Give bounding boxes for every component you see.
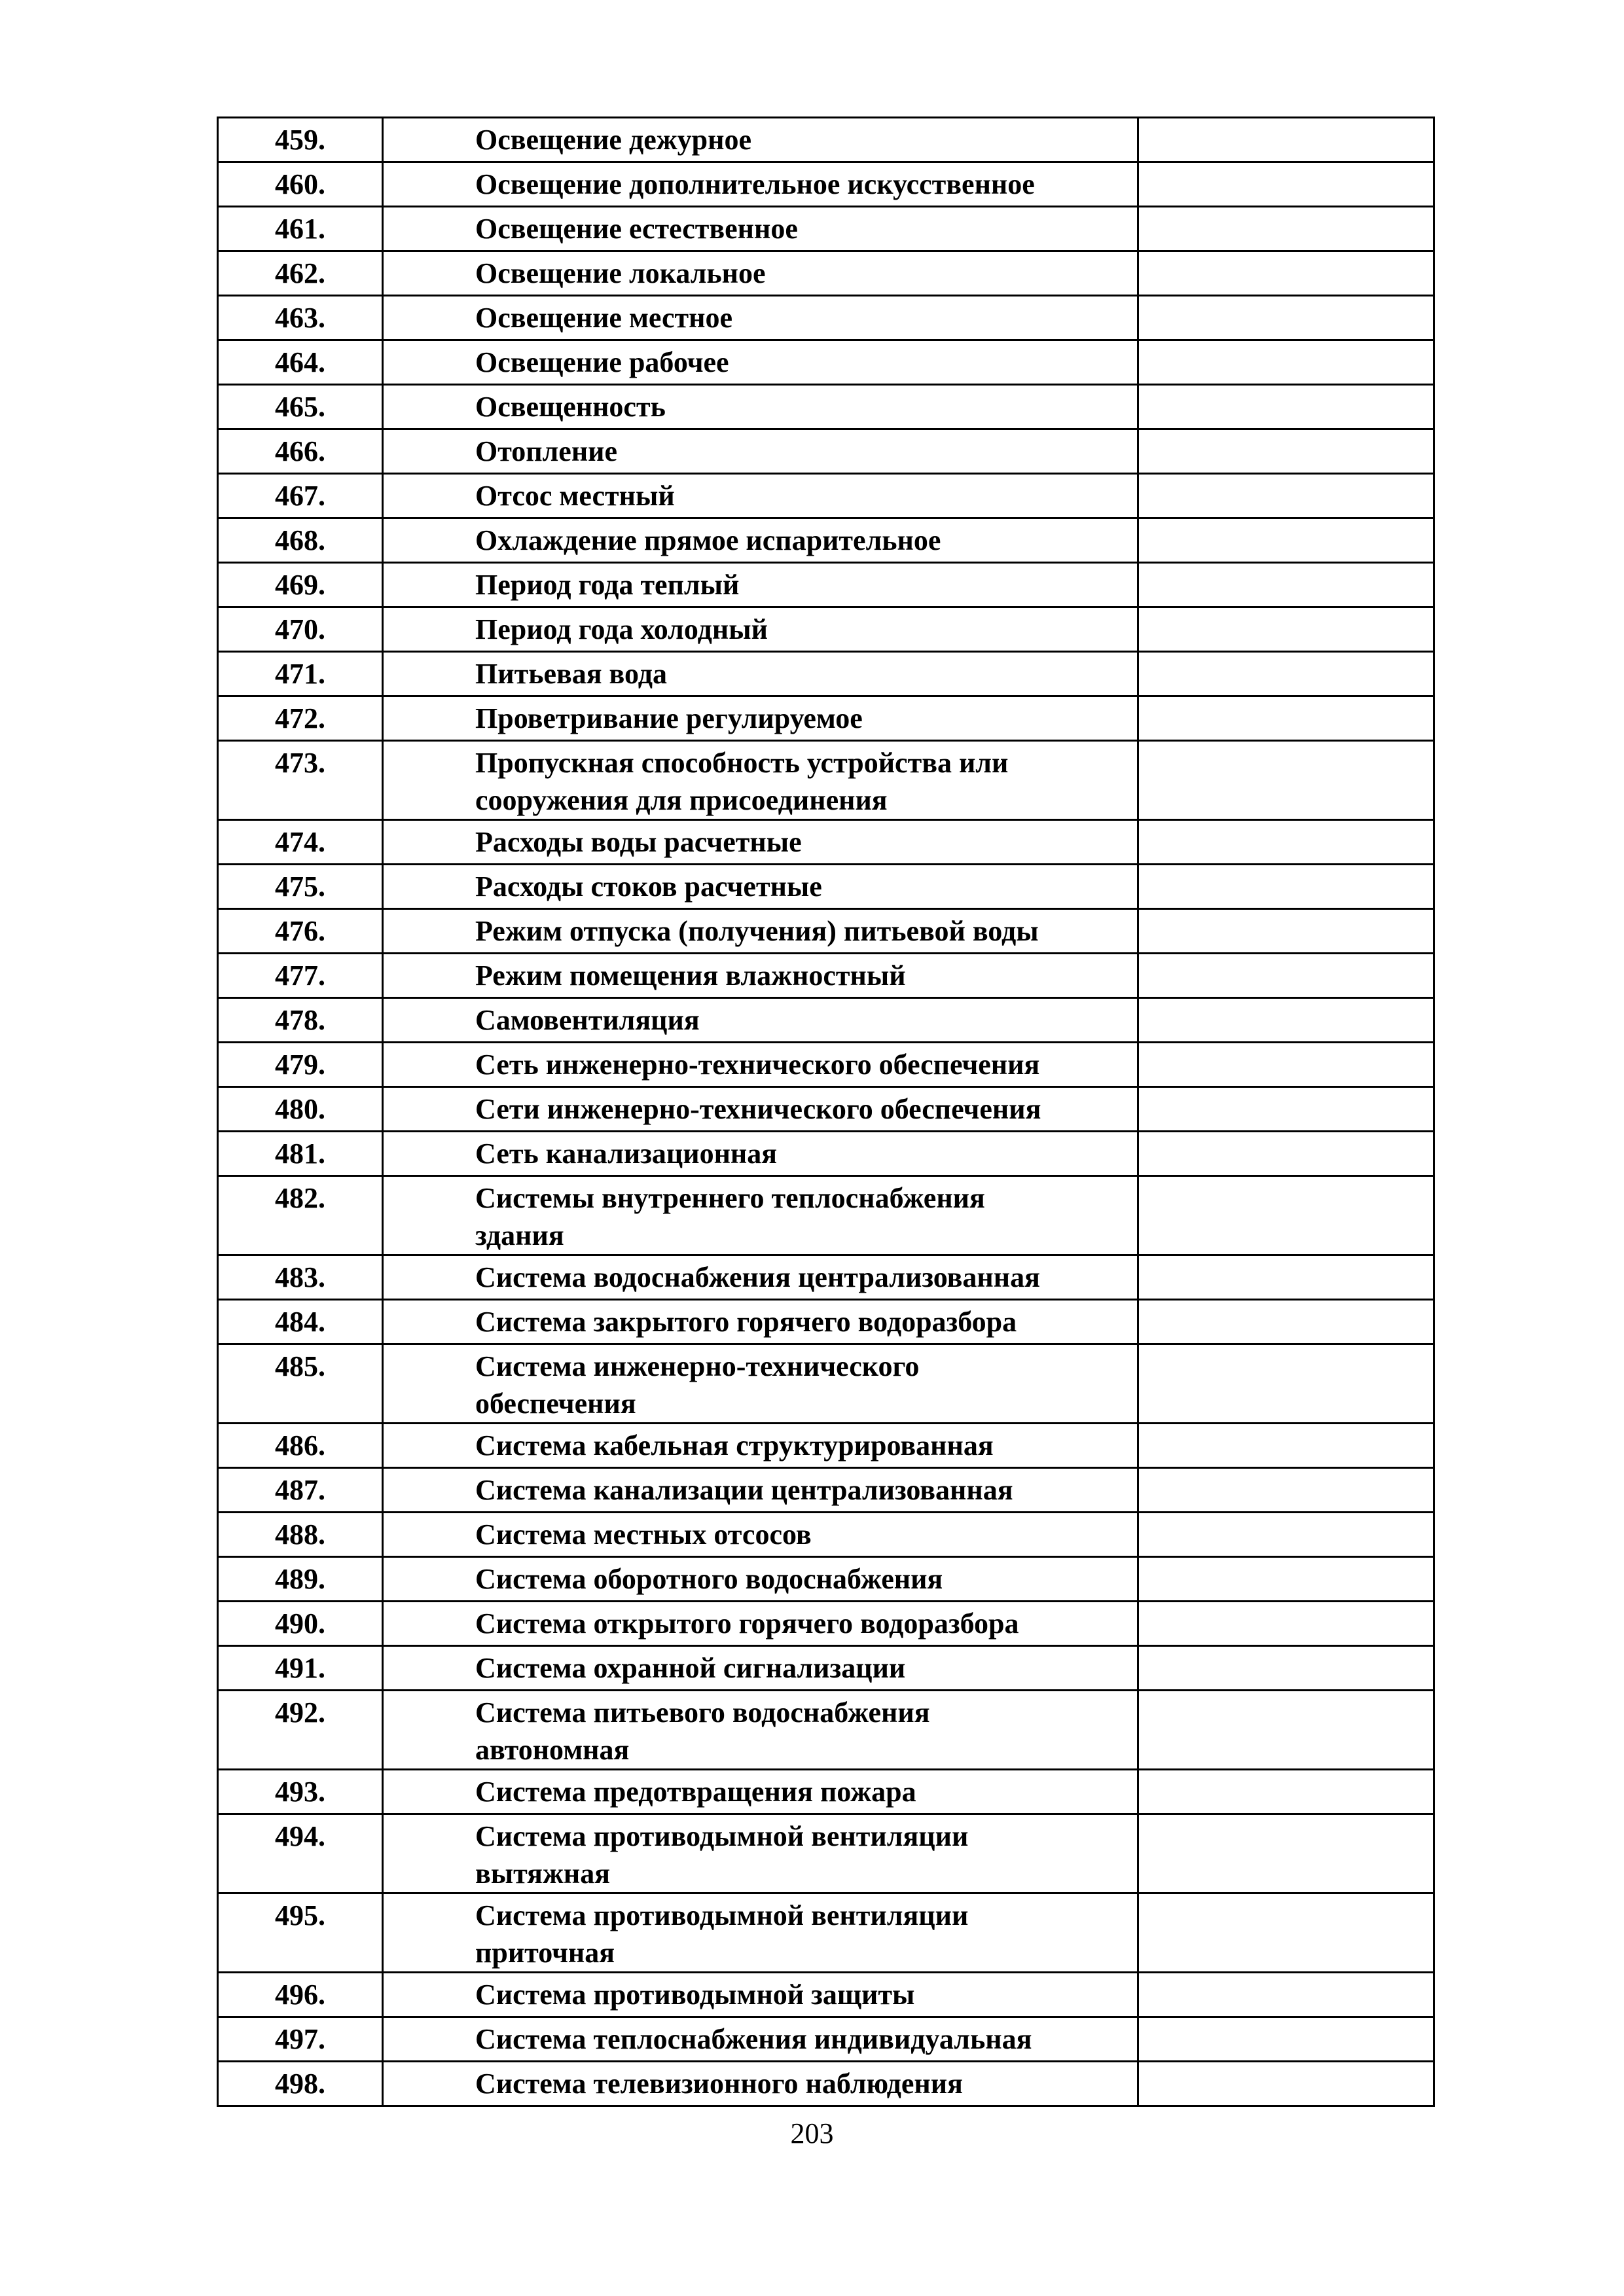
empty-cell xyxy=(1138,385,1434,429)
empty-cell xyxy=(1138,865,1434,909)
row-number: 469. xyxy=(218,563,383,607)
empty-cell xyxy=(1138,2062,1434,2106)
term-cell: Освещение дежурное xyxy=(383,118,1138,162)
empty-cell xyxy=(1138,162,1434,207)
row-number: 470. xyxy=(218,607,383,652)
table-row xyxy=(218,1176,1434,1255)
row-number: 459. xyxy=(218,118,383,162)
term-cell: Освещенность xyxy=(383,385,1138,429)
terms-table-body xyxy=(218,118,1434,2106)
table-row xyxy=(218,518,1434,563)
term-cell: Период года холодный xyxy=(383,607,1138,652)
page-number: 203 xyxy=(790,2117,834,2149)
table-row xyxy=(218,385,1434,429)
table-row xyxy=(218,607,1434,652)
term-cell: Самовентиляция xyxy=(383,998,1138,1043)
empty-cell xyxy=(1138,1043,1434,1087)
row-number: 492. xyxy=(218,1691,383,1770)
term-cell: Режим отпуска (получения) питьевой воды xyxy=(383,909,1138,954)
empty-cell xyxy=(1138,1973,1434,2017)
term-cell: Система противодымной вентиляции приточная xyxy=(383,1893,1138,1973)
term-cell: Система водоснабжения централизованная xyxy=(383,1255,1138,1300)
table-row xyxy=(218,340,1434,385)
empty-cell xyxy=(1138,1344,1434,1424)
term-cell: Сети инженерно-технического обеспечения xyxy=(383,1087,1138,1132)
table-row xyxy=(218,696,1434,741)
term-cell: Система инженерно-технического обеспечения xyxy=(383,1344,1138,1424)
row-number: 487. xyxy=(218,1468,383,1513)
row-number: 489. xyxy=(218,1557,383,1602)
row-number: 485. xyxy=(218,1344,383,1424)
term-cell: Система охранной сигнализации xyxy=(383,1646,1138,1691)
row-number: 479. xyxy=(218,1043,383,1087)
table-row xyxy=(218,1602,1434,1646)
row-number: 483. xyxy=(218,1255,383,1300)
empty-cell xyxy=(1138,1255,1434,1300)
term-cell: Пропускная способность устройства или сооружения для присоединения xyxy=(383,741,1138,820)
table-row xyxy=(218,296,1434,340)
empty-cell xyxy=(1138,1814,1434,1893)
row-number: 494. xyxy=(218,1814,383,1893)
term-cell: Система питьевого водоснабжения автономная xyxy=(383,1691,1138,1770)
term-cell: Освещение естественное xyxy=(383,207,1138,251)
table-row xyxy=(218,474,1434,518)
row-number: 480. xyxy=(218,1087,383,1132)
table-row xyxy=(218,1893,1434,1973)
term-cell: Система канализации централизованная xyxy=(383,1468,1138,1513)
empty-cell xyxy=(1138,607,1434,652)
row-number: 482. xyxy=(218,1176,383,1255)
table-row xyxy=(218,998,1434,1043)
row-number: 495. xyxy=(218,1893,383,1973)
empty-cell xyxy=(1138,1300,1434,1344)
empty-cell xyxy=(1138,1602,1434,1646)
term-cell: Расходы воды расчетные xyxy=(383,820,1138,865)
row-number: 484. xyxy=(218,1300,383,1344)
table-row xyxy=(218,1557,1434,1602)
table-row xyxy=(218,1468,1434,1513)
term-cell: Проветривание регулируемое xyxy=(383,696,1138,741)
empty-cell xyxy=(1138,118,1434,162)
term-cell: Система местных отсосов xyxy=(383,1513,1138,1557)
term-cell: Период года теплый xyxy=(383,563,1138,607)
term-cell: Расходы стоков расчетные xyxy=(383,865,1138,909)
empty-cell xyxy=(1138,1468,1434,1513)
table-row xyxy=(218,1646,1434,1691)
row-number: 475. xyxy=(218,865,383,909)
table-row xyxy=(218,909,1434,954)
term-cell: Освещение локальное xyxy=(383,251,1138,296)
term-cell: Система закрытого горячего водоразбора xyxy=(383,1300,1138,1344)
row-number: 462. xyxy=(218,251,383,296)
row-number: 493. xyxy=(218,1770,383,1814)
empty-cell xyxy=(1138,474,1434,518)
table-row xyxy=(218,1255,1434,1300)
row-number: 474. xyxy=(218,820,383,865)
empty-cell xyxy=(1138,741,1434,820)
term-cell: Система оборотного водоснабжения xyxy=(383,1557,1138,1602)
row-number: 465. xyxy=(218,385,383,429)
row-number: 461. xyxy=(218,207,383,251)
empty-cell xyxy=(1138,251,1434,296)
term-cell: Система противодымной вентиляции вытяжная xyxy=(383,1814,1138,1893)
term-cell: Питьевая вода xyxy=(383,652,1138,696)
term-cell: Охлаждение прямое испарительное xyxy=(383,518,1138,563)
empty-cell xyxy=(1138,1424,1434,1468)
row-number: 498. xyxy=(218,2062,383,2106)
empty-cell xyxy=(1138,563,1434,607)
table-row xyxy=(218,207,1434,251)
empty-cell xyxy=(1138,1087,1434,1132)
empty-cell xyxy=(1138,429,1434,474)
empty-cell xyxy=(1138,207,1434,251)
term-cell: Сеть канализационная xyxy=(383,1132,1138,1176)
empty-cell xyxy=(1138,954,1434,998)
term-cell: Освещение местное xyxy=(383,296,1138,340)
term-cell: Освещение рабочее xyxy=(383,340,1138,385)
row-number: 481. xyxy=(218,1132,383,1176)
term-cell: Освещение дополнительное искусственное xyxy=(383,162,1138,207)
table-row xyxy=(218,1344,1434,1424)
terms-table xyxy=(217,117,1435,2107)
empty-cell xyxy=(1138,1893,1434,1973)
table-row xyxy=(218,741,1434,820)
row-number: 468. xyxy=(218,518,383,563)
table-row xyxy=(218,1691,1434,1770)
table-row xyxy=(218,1770,1434,1814)
table-row xyxy=(218,1973,1434,2017)
row-number: 464. xyxy=(218,340,383,385)
table-row xyxy=(218,652,1434,696)
term-cell: Система телевизионного наблюдения xyxy=(383,2062,1138,2106)
empty-cell xyxy=(1138,518,1434,563)
term-cell: Система предотвращения пожара xyxy=(383,1770,1138,1814)
empty-cell xyxy=(1138,909,1434,954)
empty-cell xyxy=(1138,1132,1434,1176)
table-row xyxy=(218,1814,1434,1893)
empty-cell xyxy=(1138,1176,1434,1255)
row-number: 466. xyxy=(218,429,383,474)
table-row xyxy=(218,1043,1434,1087)
table-row xyxy=(218,1300,1434,1344)
table-row xyxy=(218,1424,1434,1468)
row-number: 486. xyxy=(218,1424,383,1468)
term-cell: Сеть инженерно-технического обеспечения xyxy=(383,1043,1138,1087)
table-row xyxy=(218,1513,1434,1557)
row-number: 497. xyxy=(218,2017,383,2062)
row-number: 478. xyxy=(218,998,383,1043)
table-row xyxy=(218,2017,1434,2062)
term-cell: Отопление xyxy=(383,429,1138,474)
table-row xyxy=(218,563,1434,607)
table-row xyxy=(218,820,1434,865)
table-row xyxy=(218,162,1434,207)
empty-cell xyxy=(1138,652,1434,696)
row-number: 488. xyxy=(218,1513,383,1557)
term-cell: Система теплоснабжения индивидуальная xyxy=(383,2017,1138,2062)
empty-cell xyxy=(1138,296,1434,340)
term-cell: Режим помещения влажностный xyxy=(383,954,1138,998)
term-cell: Отсос местный xyxy=(383,474,1138,518)
row-number: 476. xyxy=(218,909,383,954)
empty-cell xyxy=(1138,696,1434,741)
row-number: 496. xyxy=(218,1973,383,2017)
table-row xyxy=(218,429,1434,474)
empty-cell xyxy=(1138,1691,1434,1770)
row-number: 460. xyxy=(218,162,383,207)
empty-cell xyxy=(1138,1646,1434,1691)
row-number: 472. xyxy=(218,696,383,741)
row-number: 477. xyxy=(218,954,383,998)
row-number: 491. xyxy=(218,1646,383,1691)
table-row xyxy=(218,1087,1434,1132)
term-cell: Системы внутреннего теплоснабжения здания xyxy=(383,1176,1138,1255)
empty-cell xyxy=(1138,340,1434,385)
table-row xyxy=(218,251,1434,296)
table-row xyxy=(218,118,1434,162)
empty-cell xyxy=(1138,820,1434,865)
row-number: 490. xyxy=(218,1602,383,1646)
row-number: 473. xyxy=(218,741,383,820)
term-cell: Система противодымной защиты xyxy=(383,1973,1138,2017)
table-row xyxy=(218,954,1434,998)
table-row xyxy=(218,865,1434,909)
row-number: 463. xyxy=(218,296,383,340)
row-number: 471. xyxy=(218,652,383,696)
empty-cell xyxy=(1138,2017,1434,2062)
row-number: 467. xyxy=(218,474,383,518)
empty-cell xyxy=(1138,998,1434,1043)
empty-cell xyxy=(1138,1770,1434,1814)
table-row xyxy=(218,1132,1434,1176)
term-cell: Система кабельная структурированная xyxy=(383,1424,1138,1468)
empty-cell xyxy=(1138,1557,1434,1602)
term-cell: Система открытого горячего водоразбора xyxy=(383,1602,1138,1646)
empty-cell xyxy=(1138,1513,1434,1557)
table-row xyxy=(218,2062,1434,2106)
